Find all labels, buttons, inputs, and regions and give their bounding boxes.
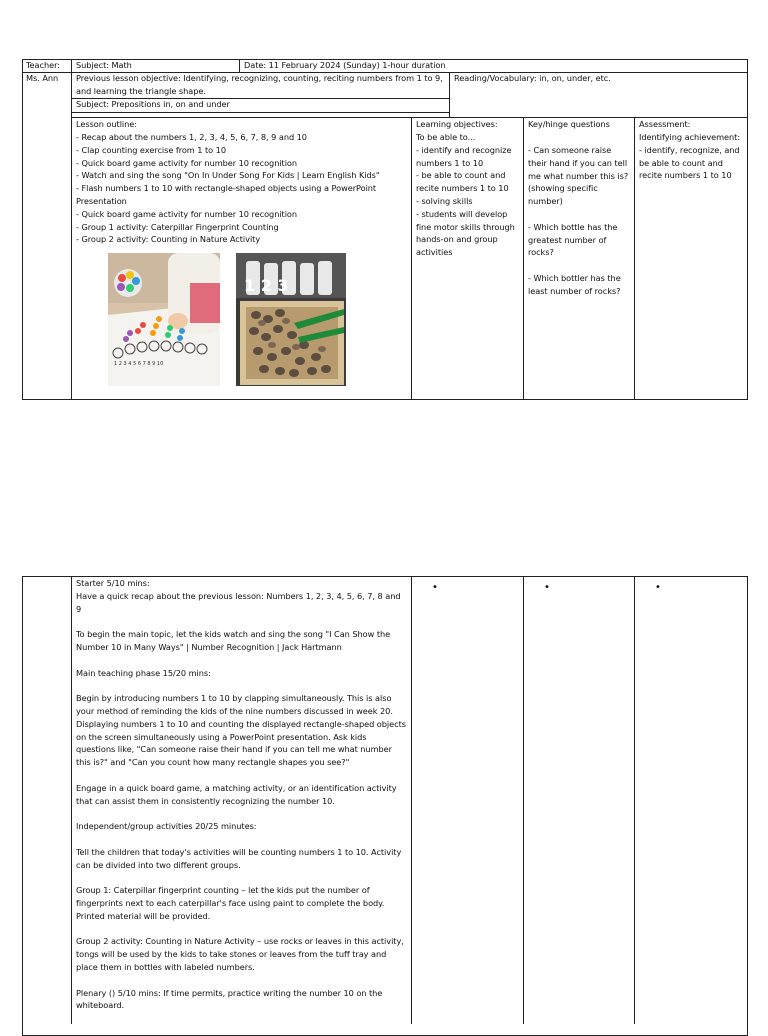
- plan-introduction: Begin by introducing numbers 1 to 10 by clapping simultaneously. This is also your method of reminding the kids of the nine numbers discussed in week 20. Displaying numbers 1 to 10 and counting the displayed rectangle-shaped objects on the screen simultaneously using a PowerPoint presentation. Ask kids questions like, "Can someone raise their hand if you can tell me what number this is?" and "Can you count how many rectangle shapes you see?": [76, 693, 409, 768]
- nature-photo-image: [236, 253, 346, 386]
- bullet-learning-objectives: •: [432, 582, 438, 593]
- plan-plenary: Plenary () 5/10 mins: If time permits, practice writing the number 10 on the whiteboard.: [76, 987, 385, 1011]
- col-divider: [411, 576, 412, 1024]
- plan-group-activities: Independent/group activities 20/25 minutes:: [76, 821, 257, 832]
- outline-title: Lesson outline:: [76, 119, 137, 129]
- bullet-assessment: •: [655, 582, 661, 593]
- plan-group-2: Group 2 activity: Counting in Nature Activity – use rocks or leaves in this activity, tongs will be used by the kids to take stones or leaves from the tuff tray and place them in bottles with labeled numbers.: [76, 936, 407, 972]
- key-questions-title: Key/hinge questions: [528, 119, 610, 129]
- col-divider: [523, 576, 524, 1024]
- previous-objective: Previous lesson objective: Identifying, recognizing, counting, reciting numbers from 1 to 9, and learning the triangle shape.: [76, 73, 446, 96]
- nature-counting-photo: [236, 253, 346, 386]
- learning-objectives-title: Learning objectives:: [416, 119, 498, 129]
- outline-item: - Group 1 activity: Caterpillar Fingerprint Counting: [76, 221, 279, 232]
- reading-vocabulary: Reading/Vocabulary: in, on, under, etc.: [454, 73, 611, 83]
- date-label: Date: 11 February 2024 (Sunday) 1-hour duration: [244, 60, 446, 70]
- assessment-text: Identifying achievement: - identify, recognize, and be able to count and recite numbers 1 to 10: [639, 132, 741, 181]
- plan-group-1: Group 1: Caterpillar fingerprint counting – let the kids put the number of fingerprints next to each caterpillar's face using paint to complete the body. Printed material will be provided.: [76, 885, 387, 921]
- plan-tell-children: Tell the children that today's activities will be counting numbers 1 to 10. Activity can be divided into two different groups.: [76, 846, 404, 870]
- caterpillar-digits: 1 2 3 4 5 6 7 8 9 10: [114, 361, 164, 367]
- col-divider: [71, 59, 72, 400]
- col-divider: [239, 59, 240, 72]
- caterpillar-activity-photo: [108, 253, 220, 386]
- outline-item: - Group 2 activity: Counting in Nature Activity: [76, 234, 261, 245]
- bullet-key-questions: •: [544, 582, 550, 593]
- outline-item: - Recap about the numbers 1, 2, 3, 4, 5, 6, 7, 8, 9 and 10: [76, 132, 307, 142]
- subject-topic: Subject: Prepositions in, on and under: [76, 99, 230, 109]
- plan-board-game: Engage in a quick board game, a matching activity, or an identification activity that can assist them in consistently recognizing the number 10.: [76, 782, 400, 806]
- teacher-label: Teacher:: [26, 60, 60, 70]
- assessment-title: Assessment:: [639, 119, 691, 129]
- outline-item: - Flash numbers 1 to 10 with rectangle-shaped objects using a PowerPoint Presentation: [76, 183, 379, 206]
- teacher-name: Ms. Ann: [26, 73, 59, 83]
- outline-item: - Clap counting exercise from 1 to 10: [76, 144, 226, 155]
- col-divider: [634, 117, 635, 400]
- outline-item: - Quick board game activity for number 10 recognition: [76, 157, 298, 168]
- col-divider: [449, 72, 450, 117]
- bottle-digits: 1 2 3: [244, 276, 289, 295]
- plan-main-phase: Main teaching phase 15/20 mins:: [76, 667, 211, 678]
- col-divider: [634, 576, 635, 1024]
- col-divider: [523, 117, 524, 400]
- learning-objectives-text: To be able to... - identify and recognize numbers 1 to 10 - be able to count and recite numbers 1 to 10 - solving skills - students will develop fine motor skills through hands-on and group activities: [416, 132, 515, 258]
- col-divider: [71, 576, 72, 1024]
- subject-label: Subject: Math: [76, 60, 132, 70]
- plan-starter: Starter 5/10 mins: Have a quick recap about the previous lesson: Numbers 1, 2, 3, 4, 5, 6, 7, 8 and 9: [76, 578, 401, 614]
- key-questions-text: - Can someone raise their hand if you can tell me what number this is? (showing specific number) - Which bottle has the greatest number of rocks? - Which bottler has the least number of rocks?: [528, 145, 629, 296]
- plan-song: To begin the main topic, let the kids watch and sing the song "I Can Show the Number 10 in Many Ways" | Number Recognition | Jack Hartmann: [76, 629, 393, 652]
- row-divider: [71, 112, 449, 113]
- teaching-plan: [76, 577, 408, 1012]
- outline-list: [76, 131, 410, 246]
- outline-item: - Quick board game activity for number 10 recognition: [76, 208, 298, 219]
- caterpillar-photo-image: [108, 253, 220, 386]
- col-divider: [411, 117, 412, 400]
- outline-item: - Watch and sing the song "On In Under Song For Kids | Learn English Kids": [76, 170, 380, 181]
